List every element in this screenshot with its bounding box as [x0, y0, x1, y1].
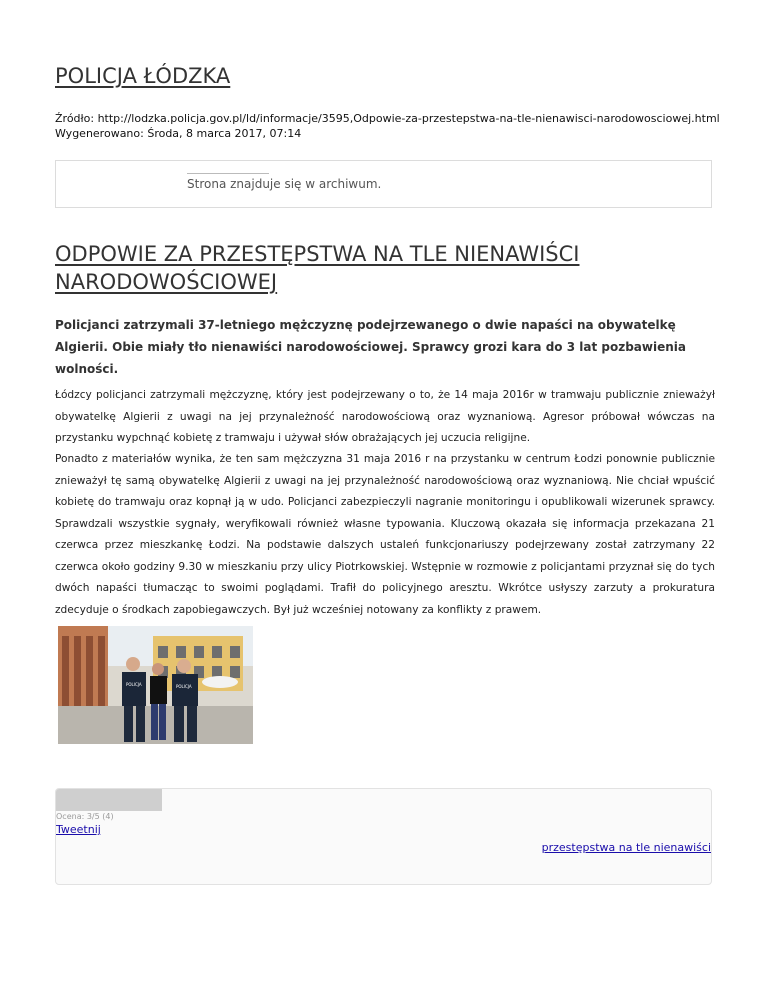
svg-text:POLICJA: POLICJA — [126, 682, 142, 687]
rating-share-box — [55, 788, 712, 885]
svg-text:POLICJA: POLICJA — [176, 684, 192, 689]
archive-notice — [55, 160, 712, 208]
article-photo[interactable] — [58, 626, 253, 744]
tweet-link[interactable]: Tweetnij — [56, 823, 101, 836]
police-arrest-photo-icon — [58, 626, 253, 744]
print-metadata — [55, 111, 720, 141]
article-paragraph: Łódzcy policjanci zatrzymali mężczyznę, który jest podejrzewany o to, że 14 maja 2016r w tramwaju publicznie znieważył obywatelkę Algierii z uwagi na jej przynależność narodowościową oraz wyznaniową. Agresor próbował wówczas na przystanku wypchnąć kobietę z tramwaju i używał słów obrażających jej uczucia religijne. — [55, 389, 715, 444]
rating-text: Ocena: 3/5 (4) — [56, 812, 114, 821]
article-lead: Policjanci zatrzymali 37-letniego mężczyznę podejrzewanego o dwie napaści na obywatelkę Algierii. Obie miały tło nienawiści narodowościowej. Sprawcy grozi kara do 3 lat pozbawienia wolności. — [55, 318, 686, 376]
tag-link[interactable]: przestępstwa na tle nienawiści — [541, 841, 711, 854]
archive-divider — [187, 173, 269, 174]
generated-date: Wygenerowano: Środa, 8 marca 2017, 07:14 — [55, 127, 302, 140]
archive-message: Strona znajduje się w archiwum. — [187, 177, 382, 191]
article-paragraph: Ponadto z materiałów wynika, że ten sam mężczyzna 31 maja 2016 r na przystanku w centrum Łodzi ponownie publicznie znieważył tę samą obywatelkę Algierii z uwagi na jej przynależność narodowościową oraz wyznaniową. Nie chciał wpuścić kobietę do tramwaju oraz kopnął ją w udo. Policjanci zabezpieczyli nagranie monitoringu i opublikowali wizerunek sprawcy. Sprawdzali wszystkie sygnały, weryfikowali również własne typowania. Kluczową okazała się informacja przekazana 21 czerwca przez mieszkankę Łodzi. Na podstawie dalszych ustaleń funkcjonariuszy podejrzewany został zatrzymany 22 czerwca około godziny 9.30 w mieszkaniu przy ulicy Piotrkowskiej. Wstępnie w rozmowie z policjantami przyznał się do tych dwóch napaści tłumacząc to swoimi poglądami. Trafił do policyjnego aresztu. Wkrótce usłyszy zarzuty a prokuratura zdecyduje o środkach zapobiegawczych. Był już wcześniej notowany za konflikty z prawem. — [55, 453, 715, 616]
rating-stars[interactable] — [56, 789, 162, 811]
site-title[interactable]: POLICJA ŁÓDZKA — [55, 64, 231, 88]
article-title: ODPOWIE ZA PRZESTĘPSTWA NA TLE NIENAWIŚCI NARODOWOŚCIOWEJ — [55, 242, 580, 294]
source-url: Źródło: http://lodzka.policja.gov.pl/ld/informacje/3595,Odpowie-za-przestepstwa-na-tle-nienawisci-narodowosciowej.html — [55, 112, 720, 125]
